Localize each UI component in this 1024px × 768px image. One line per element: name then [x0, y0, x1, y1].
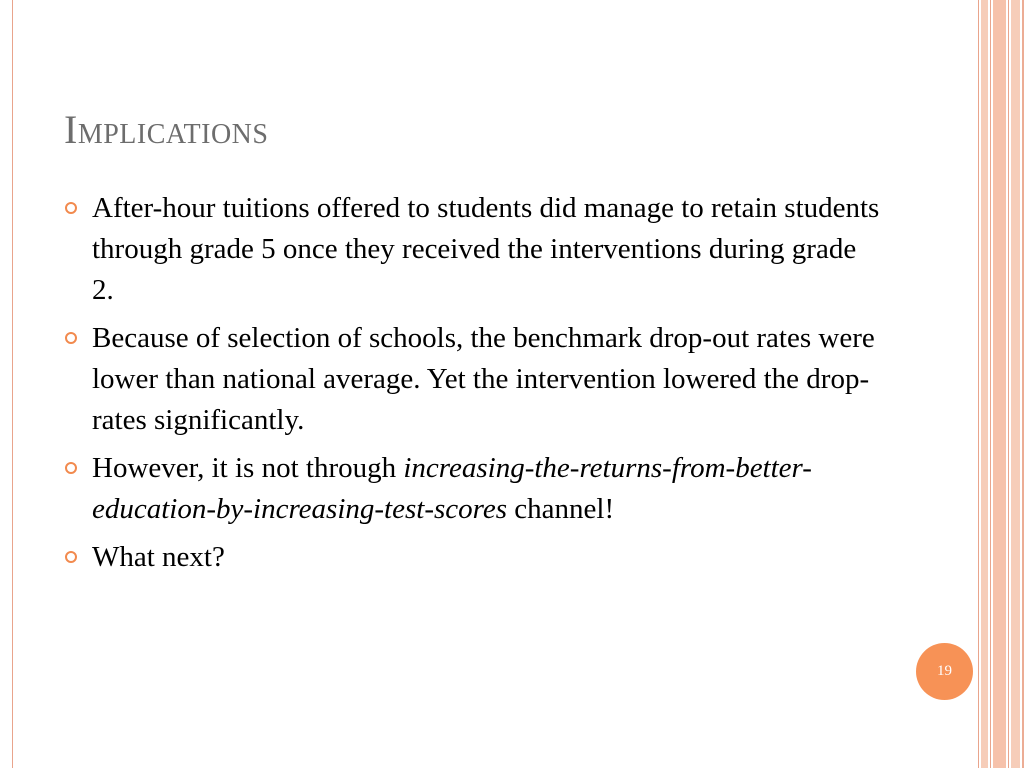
bullet-item	[64, 188, 884, 311]
stripe	[1011, 0, 1020, 768]
bullet-circle-icon	[65, 551, 77, 563]
stripe	[993, 0, 1006, 768]
stripe	[1008, 0, 1009, 768]
bullet-circle-icon	[65, 202, 77, 214]
stripe	[981, 0, 988, 768]
bullet-item	[64, 537, 884, 578]
left-border-line	[12, 0, 13, 768]
stripe	[978, 0, 979, 768]
bullet-text: What next?	[92, 541, 225, 573]
bullet-text-italic: increasing-the-returns-from-better-education-by-increasing-test-scores	[92, 452, 812, 525]
bullet-list	[64, 188, 884, 585]
bullet-text-after: channel!	[507, 493, 615, 525]
stripe	[990, 0, 991, 768]
right-decorative-stripes	[978, 0, 1024, 768]
bullet-text-before: However, it is not through	[92, 452, 404, 484]
bullet-text: After-hour tuitions offered to students did manage to retain students through grade 5 once they received the interventions during grade 2.	[92, 192, 880, 306]
page-number: 19	[937, 663, 952, 679]
slide-title: Implications	[64, 107, 269, 152]
bullet-item	[64, 318, 884, 441]
bullet-text: Because of selection of schools, the benchmark drop-out rates were lower than national average. Yet the intervention lowered the drop-rates significantly.	[92, 322, 875, 436]
bullet-item	[64, 448, 884, 530]
page-number-badge	[916, 643, 973, 700]
bullet-circle-icon	[65, 462, 77, 474]
bullet-circle-icon	[65, 332, 77, 344]
